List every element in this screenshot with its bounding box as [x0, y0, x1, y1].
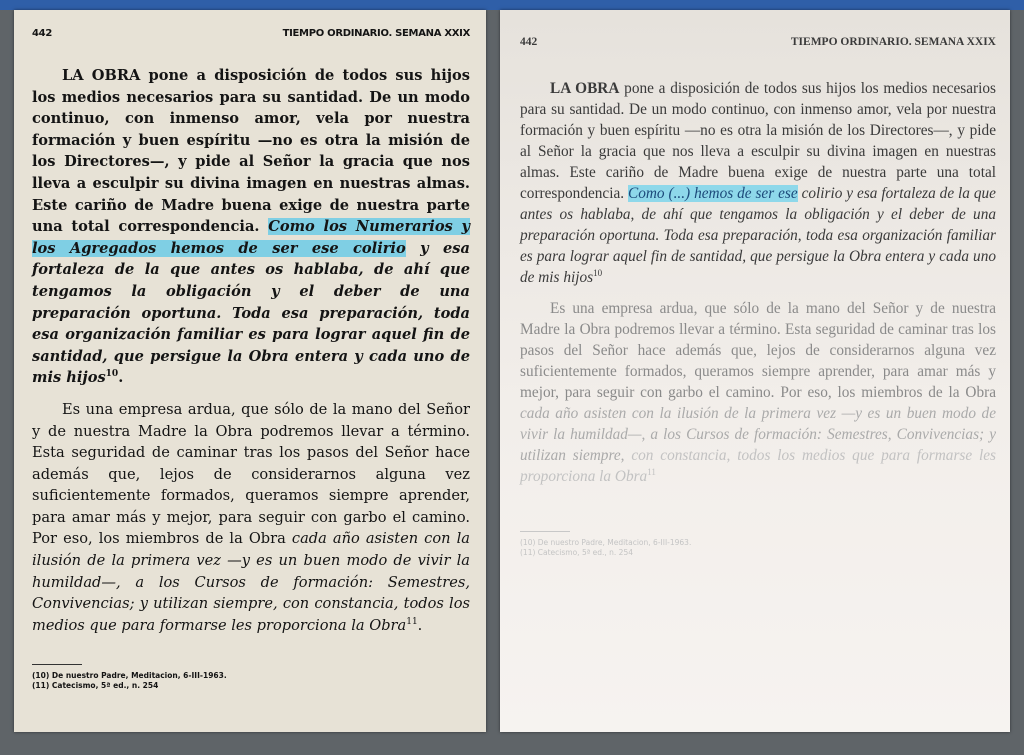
right-p2-c: con constancia, todos los medios que para formarse les proporciona la Obra — [520, 447, 996, 485]
left-p1-lead: LA OBRA — [62, 67, 141, 84]
left-running-head: TIEMPO ORDINARIO. SEMANA XXIX — [282, 28, 470, 39]
left-footnote-rule — [32, 664, 82, 665]
left-p2-end: . — [417, 616, 423, 634]
right-paragraph-2 — [520, 298, 996, 487]
left-paragraph-2 — [32, 399, 470, 637]
left-footnote-11: (11) Catecismo, 5ª ed., n. 254 — [32, 681, 159, 691]
right-p2-a: Es una empresa ardua, que sólo de la mano del Señor y de nuestra Madre la Obra podremos llevar a término. Esta seguridad de caminar tras los pasos del Señor hace además que, lejos de considerarnos alguna vez suficientemente formados, queramos siempre aprender, para amar más y mejor, para seguir con garbo el camino. Por eso, los miembros de la Obra — [520, 300, 996, 401]
right-p1-lead: LA OBRA — [550, 80, 620, 97]
left-p1-ref: 10 — [105, 369, 119, 380]
left-p1-end: . — [118, 369, 124, 387]
right-p1-text: pone a disposición de todos sus hijos los medios necesarios para su santidad. De un modo continuo, con inmenso amor, vela por nuestra formación y buen espíritu —no es otra la misión de los Directores—, y pide al Señor la gracia que nos lleva a esculpir su divina imagen en nuestras almas. Este cariño de Madre buena exige de nuestra parte una total correspondencia. — [520, 80, 996, 202]
right-running-head: TIEMPO ORDINARIO. SEMANA XXIX — [790, 36, 996, 48]
right-p1-ref: 10 — [593, 267, 603, 278]
left-page-header — [32, 28, 470, 39]
left-page-scan — [14, 10, 486, 732]
right-page-header — [520, 36, 996, 48]
left-p1-text: pone a disposición de todos sus hijos los medios necesarios para su santidad. De un modo continuo, con inmenso amor, vela por nuestra formación y buen espíritu —no es otra la misión de los Directores—, y pide al Señor la gracia que nos lleva a esculpir su divina imagen en nuestras almas. Este cariño de Madre buena exige de nuestra parte una total correspondencia. — [32, 67, 470, 236]
right-paragraph-1 — [520, 78, 996, 288]
left-p2-italic: cada año asisten con la ilusión de la primera vez —y es un buen modo de vivir la humildad—, a los Cursos de formación: Semestres, Convivencias; y utilizan siempre, con constancia, todos los medios que para formarse les proporciona la Obra — [32, 530, 470, 634]
left-p2-ref: 11 — [406, 616, 418, 627]
left-p1-highlight: Como los Numerarios y los Agregados hemos de ser ese colirio — [32, 218, 470, 257]
right-footnote-rule — [520, 531, 570, 532]
left-paragraph-1 — [32, 65, 470, 389]
right-p1-italic: colirio y esa fortaleza de la que antes os hablaba, de ahí que tengamos la obligación y el deber de una preparación oportuna. Toda esa preparación, toda esa organización familiar es para lograr aquel fin de santidad, que persigue la Obra entera y cada uno de mis hijos — [520, 185, 996, 286]
right-p2-b: cada año asisten con la ilusión de la primera vez —y es un buen modo de vivir la humildad—, a los Cursos de formación: Semestres, Convivencias; y utilizan siempre, — [520, 405, 996, 464]
window-top-bar — [0, 0, 1024, 10]
left-p1-italic: y esa fortaleza de la que antes os hablaba, de ahí que tengamos la obligación y el deber de una preparación oportuna. Toda esa preparación, toda esa organización familiar es para lograr aquel fin de santidad, que persigue la Obra entera y cada uno de mis hijos — [32, 239, 470, 387]
left-page-number: 442 — [32, 28, 52, 39]
right-page-scan — [500, 10, 1010, 732]
right-footnote-11: (11) Catecismo, 5ª ed., n. 254 — [520, 548, 633, 557]
right-page-number: 442 — [520, 36, 538, 48]
left-footnote-10: (10) De nuestro Padre, Meditacion, 6-III-1963. — [32, 671, 227, 681]
right-p1-highlight: Como (...) hemos de ser ese — [628, 185, 798, 202]
right-p2-ref: 11 — [647, 466, 656, 477]
left-p2-text: Es una empresa ardua, que sólo de la mano del Señor y de nuestra Madre la Obra podremos llevar a término. Esta seguridad de caminar tras los pasos del Señor hace además que, lejos de considerarnos alguna vez suficientemente formados, queramos siempre aprender, para amar más y mejor, para seguir con garbo el camino. Por eso, los miembros de la Obra — [32, 400, 470, 548]
right-footnote-10: (10) De nuestro Padre, Meditacion, 6-III-1963. — [520, 538, 692, 547]
